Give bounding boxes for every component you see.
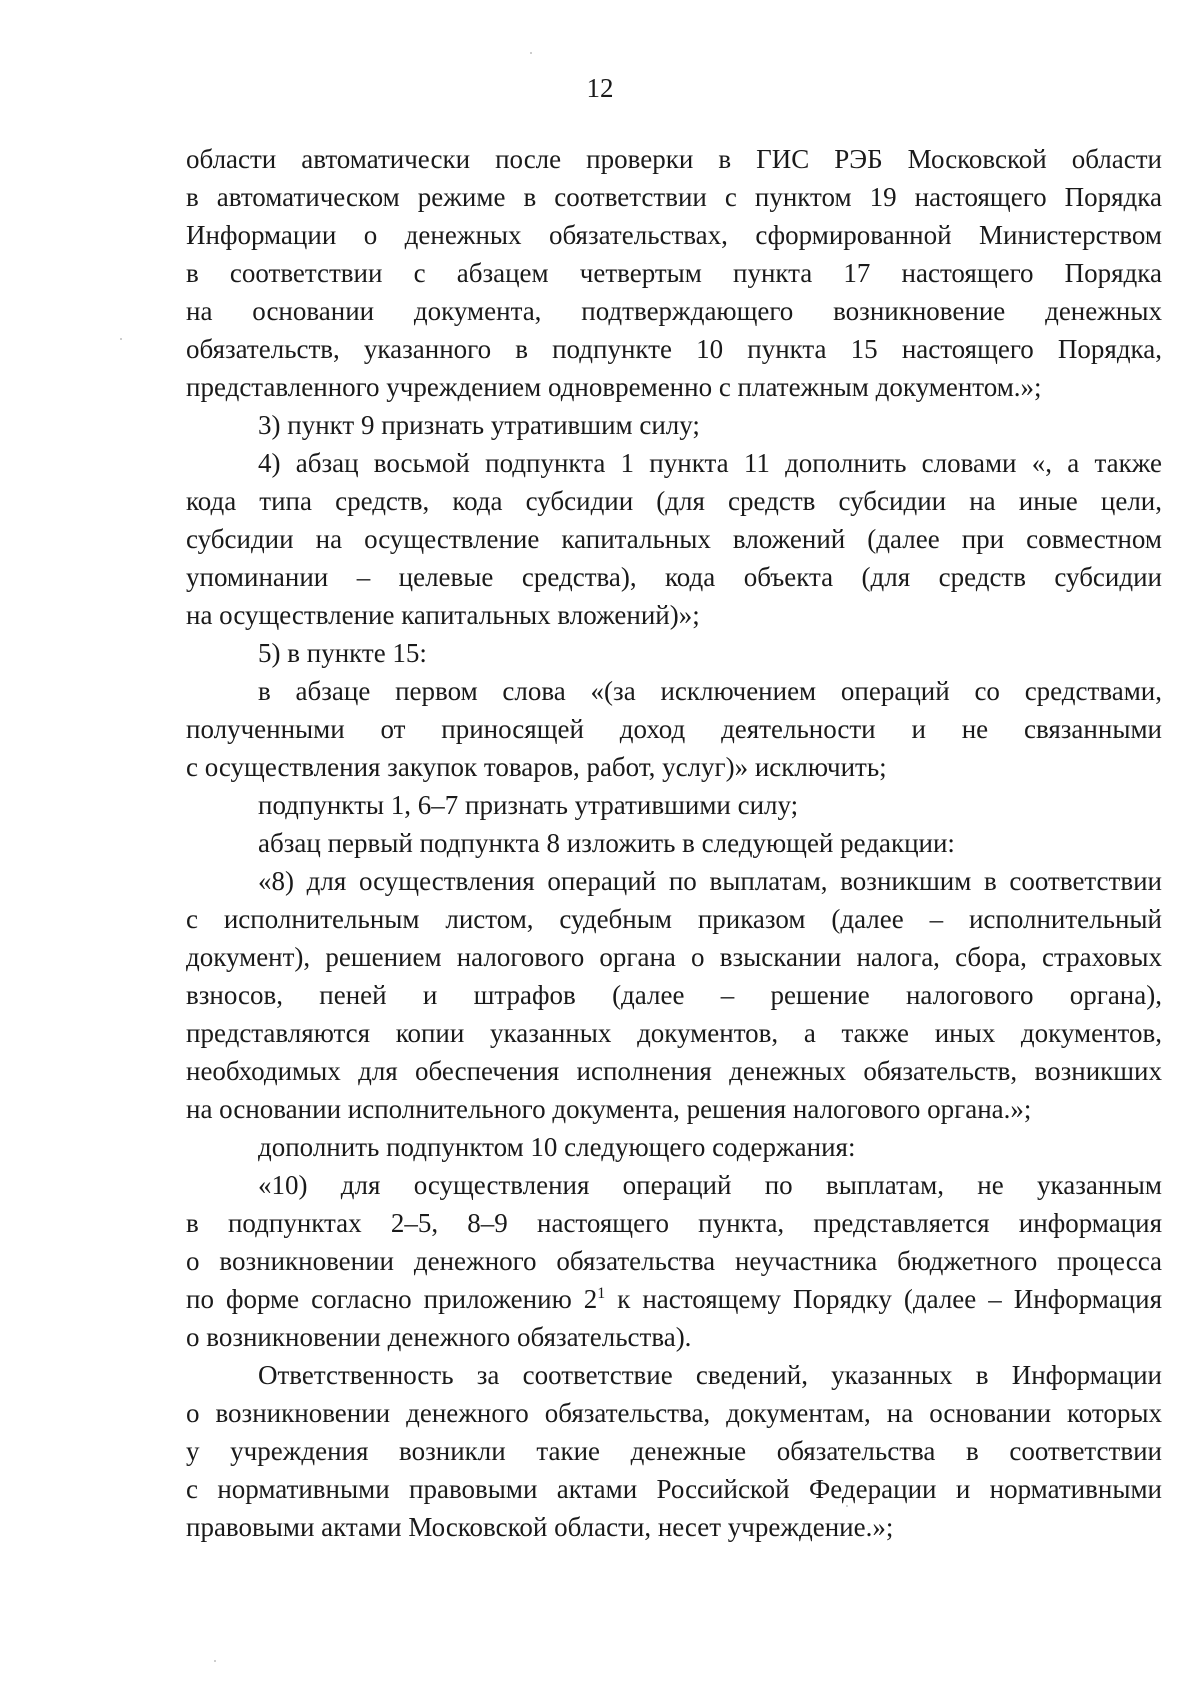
paragraph-subitem-10-intro <box>186 1128 1162 1166</box>
scan-speck <box>846 1505 848 1507</box>
text-line: в абзаце первом слова «(за исключением операций со средствами, <box>258 676 1162 706</box>
text-line: субсидии на осуществление капитальных вложений (далее при совместном <box>186 524 1162 554</box>
paragraph-item-3 <box>186 406 1162 444</box>
text-line: в соответствии с абзацем четвертым пункта 17 настоящего Порядка <box>186 258 1162 288</box>
text-line: в автоматическом режиме в соответствии с пунктом 19 настоящего Порядка <box>186 182 1162 212</box>
text-line: у учреждения возникли такие денежные обязательства в соответствии <box>186 1436 1162 1466</box>
text-line: необходимых для обеспечения исполнения денежных обязательств, возникших <box>186 1056 1162 1086</box>
page-number: 12 <box>586 73 614 103</box>
text-line: кода типа средств, кода субсидии (для средств субсидии на иные цели, <box>186 486 1162 516</box>
superscript: 1 <box>597 1285 606 1302</box>
paragraph-subitem-8 <box>186 862 1162 1128</box>
text-line: Информации о денежных обязательствах, сформированной Министерством <box>186 220 1162 250</box>
paragraph-first-abzac <box>186 672 1162 786</box>
text-line: правовыми актами Московской области, несет учреждение.»; <box>186 1512 894 1542</box>
text-line: на осуществление капитальных вложений)»; <box>186 600 700 630</box>
paragraph-responsibility <box>186 1356 1162 1546</box>
text-fragment: по форме согласно приложению 2 <box>186 1284 598 1314</box>
paragraph-item-4 <box>186 444 1162 634</box>
text-line: о возникновении денежного обязательства, документам, на основании которых <box>186 1398 1162 1428</box>
text-line: 3) пункт 9 признать утратившим силу; <box>258 410 700 440</box>
scan-speck <box>530 52 532 54</box>
text-line: упоминании – целевые средства), кода объекта (для средств субсидии <box>186 562 1162 592</box>
paragraph-subitems-1-6-7 <box>186 786 1162 824</box>
text-line: подпункты 1, 6–7 признать утратившими силу; <box>258 790 799 820</box>
text-line: представляются копии указанных документов, а также иных документов, <box>186 1018 1162 1048</box>
text-line: полученными от приносящей доход деятельности и не связанными <box>186 714 1162 744</box>
text-line: с нормативными правовыми актами Российской Федерации и нормативными <box>186 1474 1162 1504</box>
text-line: 5) в пункте 15: <box>258 638 427 668</box>
text-line: с осуществления закупок товаров, работ, услуг)» исключить; <box>186 752 887 782</box>
paragraph-item-5 <box>186 634 1162 672</box>
text-line: Ответственность за соответствие сведений, указанных в Информации <box>258 1360 1162 1390</box>
text-line: обязательств, указанного в подпункте 10 пункта 15 настоящего Порядка, <box>186 334 1162 364</box>
text-line: о возникновении денежного обязательства). <box>186 1322 692 1352</box>
paragraph-subitem-8-intro <box>186 824 1162 862</box>
scan-speck <box>120 338 122 340</box>
paragraph-continuation <box>186 140 1162 406</box>
scan-speck <box>214 1660 216 1662</box>
text-line: дополнить подпунктом 10 следующего содержания: <box>258 1132 856 1162</box>
text-line: «8) для осуществления операций по выплатам, возникшим в соответствии <box>258 866 1162 896</box>
text-line: взносов, пеней и штрафов (далее – решение налогового органа), <box>186 980 1162 1010</box>
text-fragment: к настоящему Порядку (далее – Информация <box>605 1284 1162 1314</box>
text-line: о возникновении денежного обязательства неучастника бюджетного процесса <box>186 1246 1162 1276</box>
text-line: с исполнительным листом, судебным приказом (далее – исполнительный <box>186 904 1162 934</box>
text-line: 4) абзац восьмой подпункта 1 пункта 11 дополнить словами «, а также <box>258 448 1162 478</box>
document-body <box>186 140 1162 1546</box>
text-line-with-superscript <box>186 1280 1162 1318</box>
text-line: на основании документа, подтверждающего возникновение денежных <box>186 296 1162 326</box>
text-line: в подпунктах 2–5, 8–9 настоящего пункта, представляется информация <box>186 1208 1162 1238</box>
text-line: документ), решением налогового органа о взыскании налога, сбора, страховых <box>186 942 1162 972</box>
text-line: «10) для осуществления операций по выплатам, не указанным <box>258 1170 1162 1200</box>
paragraph-subitem-10 <box>186 1166 1162 1356</box>
text-line: на основании исполнительного документа, решения налогового органа.»; <box>186 1094 1032 1124</box>
text-line: абзац первый подпункта 8 изложить в следующей редакции: <box>258 828 955 858</box>
text-line: области автоматически после проверки в ГИС РЭБ Московской области <box>186 144 1162 174</box>
text-line: представленного учреждением одновременно с платежным документом.»; <box>186 372 1042 402</box>
